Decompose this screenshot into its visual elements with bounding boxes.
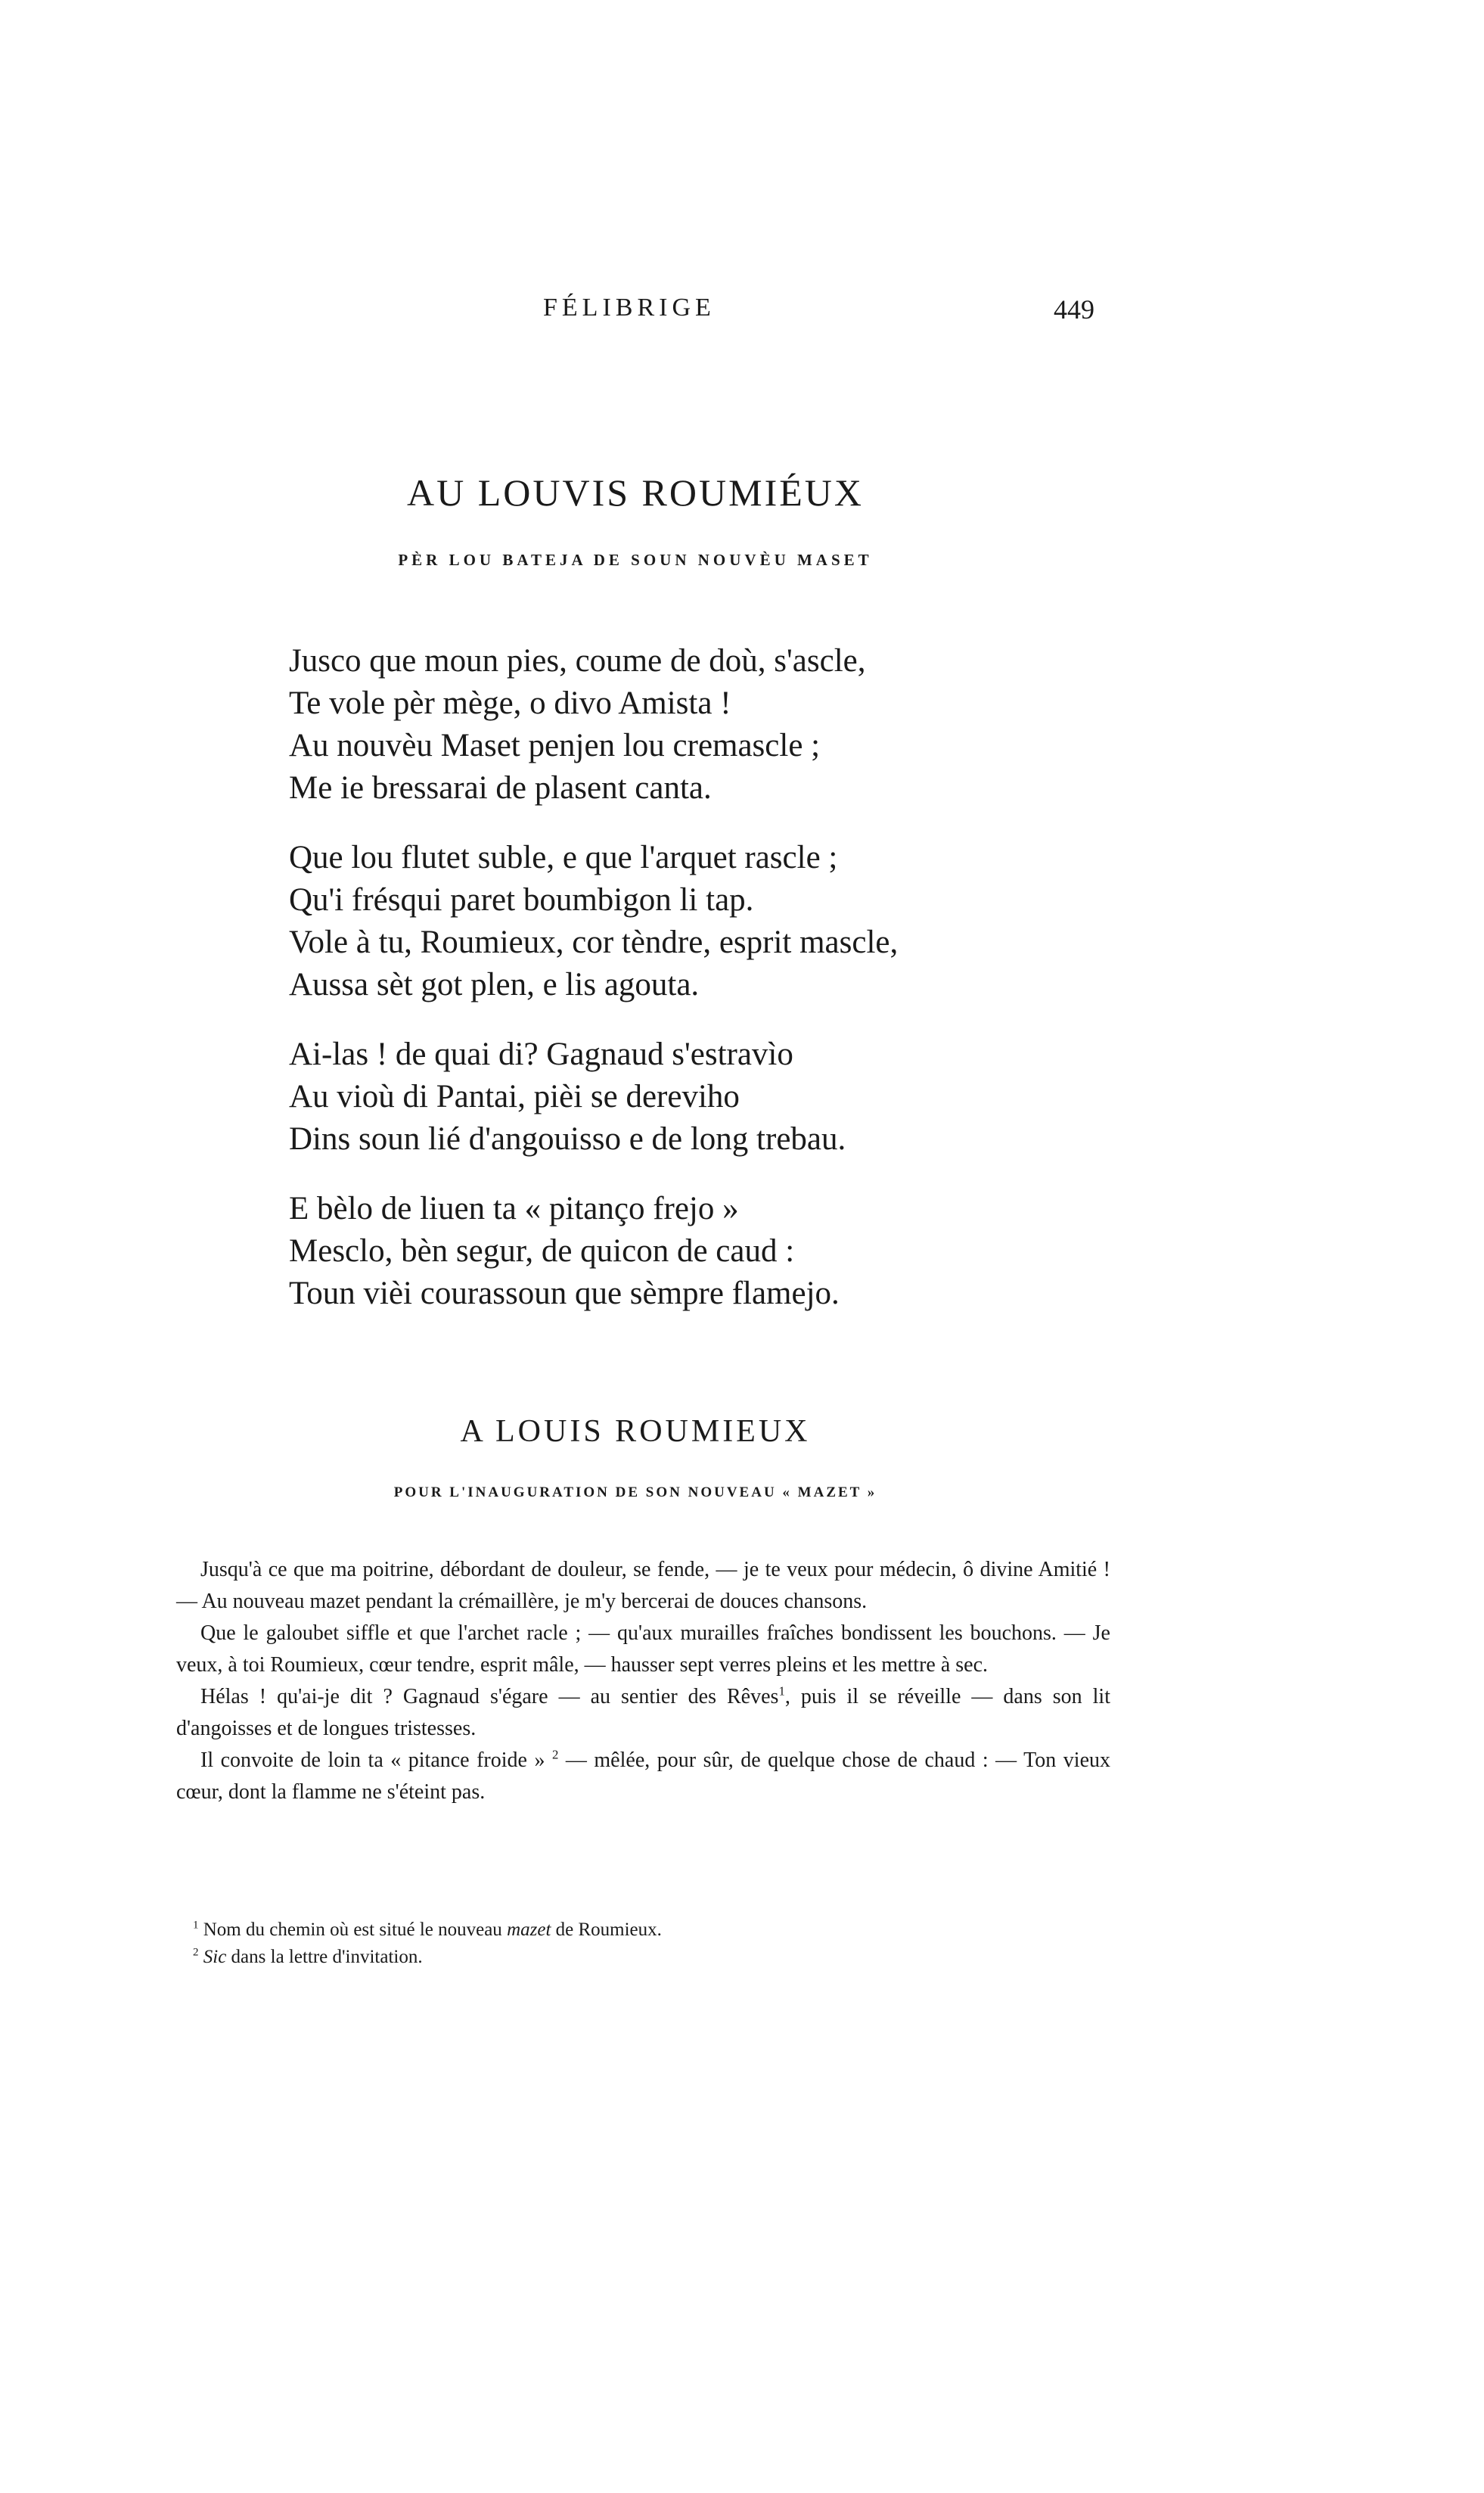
footnote-ref-2[interactable]: 2 — [552, 1747, 559, 1762]
stanza-1 — [289, 640, 1045, 810]
verse-line: Te vole pèr mège, o divo Amista ! — [289, 685, 731, 721]
verse-line: Me ie bressarai de plasent canta. — [289, 770, 712, 806]
translation-paragraph-4 — [176, 1745, 1110, 1808]
stanza-2 — [289, 837, 1045, 1006]
running-head — [0, 294, 1484, 331]
translation-paragraph-2: Que le galoubet siffle et que l'archet racle ; — qu'aux murailles fraîches bondissent les bouchons. — Je veux, à toi Roumieux, cœur tendre, esprit mâle, — hausser sept verres pleins et les mettre à sec. — [176, 1621, 1110, 1677]
translation-subtitle: POUR L'INAUGURATION DE SON NOUVEAU « MAZET » — [393, 1484, 877, 1500]
poem-body — [289, 640, 1045, 1342]
verse-line: Qu'i frésqui paret boumbigon li tap. — [289, 882, 754, 918]
paragraph-text: Hélas ! qu'ai-je dit ? Gagnaud s'égare — au sentier des Rêves — [200, 1685, 779, 1708]
footnotes — [176, 1916, 1110, 1971]
verse-line: E bèlo de liuen ta « pitanço frejo » — [289, 1191, 739, 1226]
verse-line: Toun vièi courassoun que sèmpre flamejo. — [289, 1276, 840, 1311]
footnote-text: de Roumieux. — [551, 1919, 662, 1940]
translation-body — [176, 1554, 1110, 1808]
verse-line: Aussa sèt got plen, e lis agouta. — [289, 967, 700, 1002]
footnote-italic: mazet — [507, 1919, 551, 1940]
footnote-number: 1 — [193, 1919, 199, 1932]
verse-line: Vole à tu, Roumieux, cor tèndre, esprit mascle, — [289, 925, 899, 960]
footnote-2 — [176, 1944, 1110, 1971]
paragraph-text: , puis il se réveille — dans son lit d'angoisses et de longues tristesses. — [176, 1685, 1110, 1740]
footnote-1 — [176, 1916, 1110, 1944]
footnote-number: 2 — [193, 1946, 199, 1959]
verse-line: Au vioù di Pantai, pièi se dereviho — [289, 1079, 740, 1114]
stanza-3 — [289, 1034, 1045, 1161]
paragraph-text: Il convoite de loin ta « pitance froide » — [200, 1749, 545, 1772]
verse-line: Que lou flutet suble, e que l'arquet rascle ; — [289, 840, 838, 875]
page-number: 449 — [1054, 294, 1094, 325]
translation-title: A LOUIS ROUMIEUX — [460, 1414, 811, 1449]
paragraph-text: — mêlée, pour sûr, de quelque chose de chaud : — Ton vieux cœur, dont la flamme ne s'éteint pas. — [176, 1749, 1110, 1804]
stanza-4 — [289, 1188, 1045, 1315]
verse-line: Dins soun lié d'angouisso e de long trebau. — [289, 1121, 846, 1157]
poem-subtitle: PÈR LOU BATEJA DE SOUN NOUVÈU MASET — [398, 551, 873, 569]
verse-line: Ai-las ! de quai di? Gagnaud s'estravìo — [289, 1037, 793, 1072]
footnote-text: Nom du chemin où est situé le nouveau — [203, 1919, 508, 1940]
verse-line: Au nouvèu Maset penjen lou cremascle ; — [289, 728, 821, 763]
running-title: FÉLIBRIGE — [543, 294, 716, 322]
verse-line: Mesclo, bèn segur, de quicon de caud : — [289, 1233, 795, 1269]
verse-line: Jusco que moun pies, coume de doù, s'ascle, — [289, 643, 866, 679]
footnote-text: dans la lettre d'invitation. — [226, 1947, 423, 1967]
translation-paragraph-1: Jusqu'à ce que ma poitrine, débordant de douleur, se fende, — je te veux pour médecin, ô divine Amitié ! — Au nouveau mazet pendant la crémaillère, je m'y bercerai de douces chansons. — [176, 1558, 1110, 1613]
translation-paragraph-3 — [176, 1681, 1110, 1745]
footnote-ref-1[interactable]: 1 — [778, 1683, 785, 1699]
poem-title: AU LOUVIS ROUMIÉUX — [407, 471, 864, 514]
footnote-italic: Sic — [203, 1947, 227, 1967]
